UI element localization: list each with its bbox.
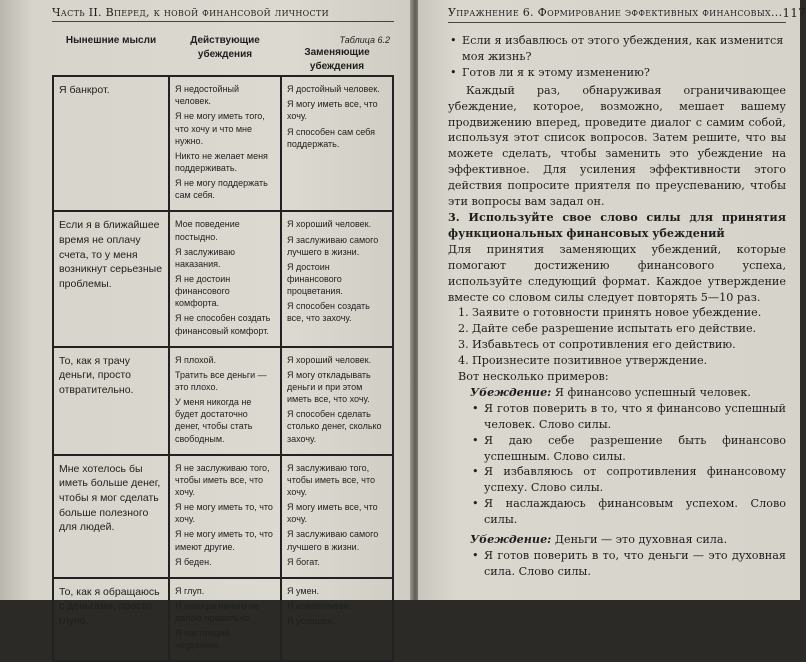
steps-list: [448, 305, 786, 369]
table-row: [53, 211, 393, 346]
acting-belief-text: У меня никогда не будет достаточно денег, чтобы стать свободным.: [175, 397, 253, 444]
acting-belief-cell: [169, 455, 281, 578]
example-1-label: Убеждение:: [470, 384, 552, 399]
example-1-text: Я финансово успешный человек.: [551, 385, 751, 399]
table-header-row: [53, 32, 393, 76]
replacing-belief-cell: [281, 578, 393, 662]
acting-belief-text: Я не могу поддержать сам себя.: [175, 178, 268, 201]
header-replacing-beliefs-label: Заменяющие убеждения: [304, 47, 370, 72]
question-item: • Готов ли я к этому изменению?: [448, 65, 786, 81]
current-thought-cell: [53, 211, 169, 346]
table-row: [53, 347, 393, 455]
acting-belief-text: Я недостойный человек.: [175, 84, 240, 107]
acting-belief-text: Тратить все деньги — это плохо.: [175, 369, 267, 392]
current-thought-cell: [53, 76, 169, 211]
right-page: [418, 0, 806, 600]
example-2-label: Убеждение:: [470, 532, 552, 547]
example-1-item: • Я избавляюсь от сопротивления финансовому успеху. Слово силы.: [448, 464, 786, 496]
header-acting-beliefs: Действующие убеждения: [190, 35, 260, 60]
acting-belief-text: Я не заслуживаю того, чтобы иметь все, что хочу.: [175, 462, 270, 497]
replacing-belief-text: Я достоин финансового процветания.: [287, 261, 343, 297]
current-thought-text: То, как я трачу деньги, просто отвратительно.: [59, 354, 134, 397]
current-thought-text: Мне хотелось бы иметь больше денег, чтобы я мог сделать больше полезного для людей.: [59, 462, 161, 534]
acting-belief-text: Я настоящий неудачник.: [175, 628, 230, 651]
current-thought-cell: [53, 347, 169, 455]
right-page-text: [448, 33, 786, 580]
current-thought-text: Я банкрот.: [59, 84, 110, 97]
page-number: 117: [782, 6, 806, 20]
replacing-belief-text: Я заслуживаю самого лучшего в жизни.: [287, 529, 379, 552]
table-label: Таблица 6.2: [339, 35, 390, 45]
examples-intro: Вот несколько примеров:: [458, 370, 609, 384]
replacing-belief-text: Я умен.: [287, 585, 320, 596]
replacing-belief-text: Я способен создать все, что захочу.: [287, 301, 370, 324]
replacing-belief-cell: [281, 76, 393, 211]
question-list: [448, 33, 786, 81]
acting-belief-text: Я не могу иметь то, что хочу.: [175, 502, 273, 525]
example-1-item: • Я наслаждаюсь финансовым успехом. Слово силы.: [448, 496, 786, 528]
step-item: 3. Избавьтесь от сопротивления его действию.: [458, 338, 736, 352]
step-item: 1. Заявите о готовности принять новое убеждение.: [458, 306, 762, 320]
replacing-belief-text: Я достойный человек.: [287, 84, 380, 95]
step-item: 4. Произнесите позитивное утверждение.: [458, 354, 708, 368]
current-thought-text: То, как я обращаюсь с деньгами, просто глупо.: [59, 585, 160, 628]
acting-belief-text: Я никогда ничего не делаю правильно.: [175, 600, 259, 624]
replacing-belief-cell: [281, 211, 393, 346]
replacing-belief-text: Я успешен.: [287, 616, 335, 627]
left-running-head: Часть II. Вперед, к новой финансовой личности: [52, 6, 394, 22]
table-row: [53, 76, 393, 211]
acting-belief-text: Я плохой.: [175, 354, 217, 365]
acting-belief-cell: [169, 347, 281, 455]
acting-belief-text: Никто не желает меня поддерживать.: [175, 150, 268, 173]
replacing-belief-text: Я способен сам себя поддержать.: [287, 126, 375, 149]
table-body: [53, 76, 393, 661]
replacing-belief-text: Я хороший человек.: [287, 219, 372, 230]
acting-belief-cell: [169, 76, 281, 211]
right-running-head: [448, 6, 806, 23]
acting-belief-text: Я заслуживаю наказания.: [175, 246, 235, 269]
acting-belief-text: Я не могу иметь того, что хочу и что мне нужно.: [175, 111, 265, 146]
example-1-item: • Я даю себе разрешение быть финансово успешным. Слово силы.: [448, 433, 786, 465]
header-replacing-beliefs: [281, 32, 393, 76]
example-1-belief: [448, 385, 786, 401]
example-2-text: Деньги — это духовная сила.: [551, 533, 728, 547]
replacing-belief-text: Я компетентен.: [287, 600, 352, 611]
right-running-head-title: Упражнение 6. Формирование эффективных финансовых...: [448, 6, 783, 19]
acting-belief-text: Я не достоин финансового комфорта.: [175, 273, 231, 309]
replacing-belief-text: Я могу откладывать деньги и при этом иметь все, что хочу.: [287, 369, 371, 405]
paragraph-format: Для принятия заменяющих убеждений, которые помогают достижению финансового успеха, используйте следующий формат. Каждое утверждение вместе со словом силы следует повторять 5—10 раз.: [448, 242, 786, 304]
step-item: 2. Дайте себе разрешение испытать его действие.: [458, 322, 757, 336]
replacing-belief-text: Я богат.: [287, 556, 320, 567]
acting-belief-text: Я не могу иметь то, что имеют другие.: [175, 529, 273, 552]
paragraph-dialog: Каждый раз, обнаруживая ограничивающее убеждение, которое, возможно, мешает вашему продвижению вперед, проведите диалог с самим собой, используя этот список вопросов. Затем решите, что вы можете сделать, чтобы заменить это убеждение на эффективное. Для усиления эффективности этого действия попросите приятеля по преуспеванию, чтобы эти вопросы вам задал он.: [448, 83, 786, 209]
current-thought-cell: [53, 578, 169, 662]
question-item: • Если я избавлюсь от этого убеждения, как изменится моя жизнь?: [448, 33, 786, 65]
replacing-belief-text: Я способен сделать столько денег, сколько захочу.: [287, 409, 382, 444]
table-row: [53, 578, 393, 662]
section-title: 3. Используйте свое слово силы для принятия функциональных финансовых убеждений: [448, 209, 786, 240]
example-1-item: • Я готов поверить в то, что я финансово успешный человек. Слово силы.: [448, 401, 786, 433]
example-2-belief: [448, 532, 786, 548]
current-thought-text: Если я в ближайшее время не оплачу счета, то у меня возникнут серьезные проблемы.: [59, 219, 163, 291]
replacing-belief-text: Я могу иметь все, что хочу.: [287, 99, 378, 122]
acting-belief-text: Я беден.: [175, 556, 212, 567]
replacing-belief-text: Я хороший человек.: [287, 354, 372, 365]
table-row: [53, 455, 393, 578]
replacing-belief-text: Я заслуживаю самого лучшего в жизни.: [287, 234, 379, 257]
header-current-thoughts: Нынешние мысли: [65, 35, 157, 46]
replacing-belief-text: Я могу иметь все, что хочу.: [287, 502, 378, 525]
replacing-belief-cell: [281, 455, 393, 578]
current-thought-cell: [53, 455, 169, 578]
acting-belief-text: Я глуп.: [175, 585, 205, 596]
replacing-belief-text: Я заслуживаю того, чтобы иметь все, что хочу.: [287, 462, 375, 497]
acting-belief-cell: [169, 578, 281, 662]
example-2-item: • Я готов поверить в то, что деньги — это духовная сила. Слово силы.: [448, 548, 786, 580]
acting-belief-text: Мое поведение постыдно.: [175, 219, 240, 242]
replacing-belief-cell: [281, 347, 393, 455]
beliefs-table: [52, 32, 394, 662]
acting-belief-text: Я не способен создать финансовый комфорт.: [175, 313, 271, 336]
acting-belief-cell: [169, 211, 281, 346]
